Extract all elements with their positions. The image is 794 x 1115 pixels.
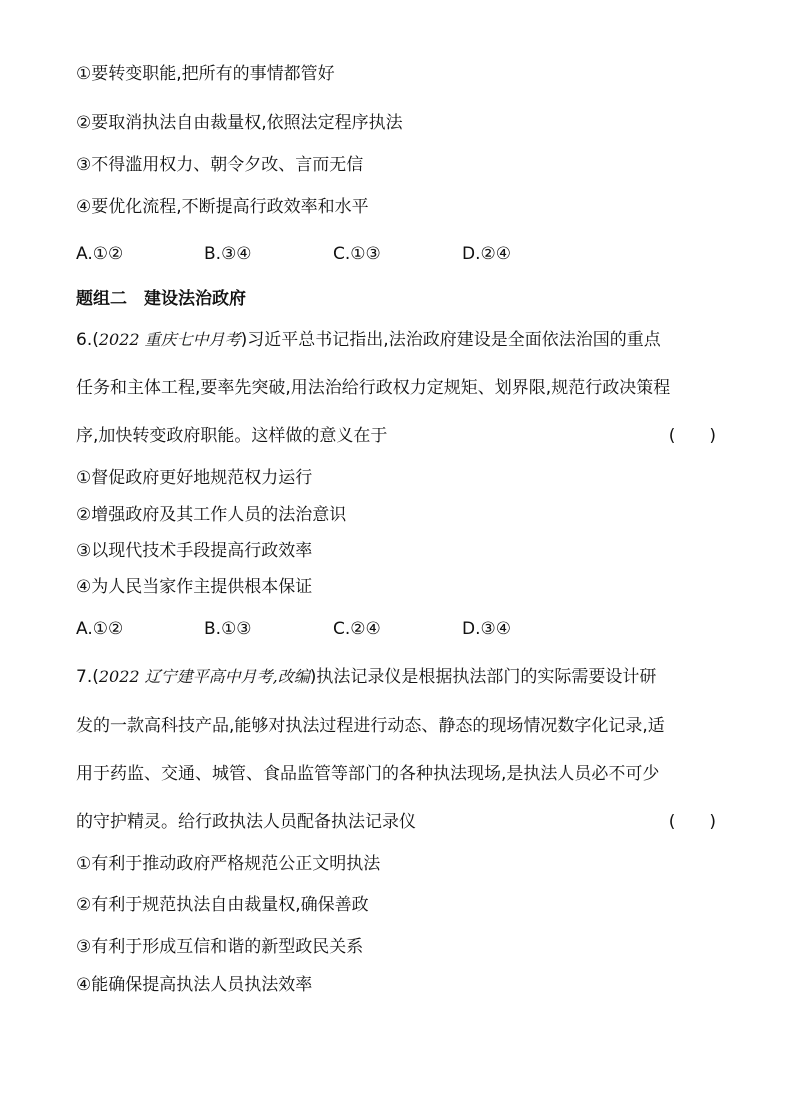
q7-stem-line-4	[76, 810, 716, 834]
q7-stem-line-1	[76, 665, 718, 689]
q5-option-b[interactable]: B.③④	[204, 244, 252, 264]
q7-stem-line-2: 发的一款高科技产品,能够对执法过程进行动态、静态的现场情况数字化记录,适	[76, 716, 665, 736]
q6-option-d[interactable]: D.③④	[462, 619, 511, 639]
q7-number: 7.(	[76, 667, 99, 687]
q7-stem-text-1: )执法记录仪是根据执法部门的实际需要设计研	[309, 667, 657, 687]
q5-option-a[interactable]: A.①②	[76, 244, 124, 264]
q6-stem-line-2: 任务和主体工程,要率先突破,用法治给行政权力定规矩、划界限,规范行政决策程	[76, 378, 671, 398]
q7-source: 2022 辽宁建平高中月考,改编	[98, 667, 310, 686]
q6-option-a[interactable]: A.①②	[76, 619, 124, 639]
q5-option-c[interactable]: C.①③	[333, 244, 381, 264]
q6-source: 2022 重庆七中月考	[98, 330, 241, 349]
q5-item-2: ②要取消执法自由裁量权,依照法定程序执法	[76, 113, 403, 133]
q6-item-2: ②增强政府及其工作人员的法治意识	[76, 505, 347, 525]
q5-item-4: ④要优化流程,不断提高行政效率和水平	[76, 197, 369, 217]
q7-stem-text-4: 的守护精灵。给行政执法人员配备执法记录仪	[76, 812, 416, 832]
section-heading: 题组二 建设法治政府	[76, 289, 246, 309]
q5-item-1: ①要转变职能,把所有的事情都管好	[76, 64, 335, 84]
q6-stem-text-3: 序,加快转变政府职能。这样做的意义在于	[76, 426, 388, 446]
q7-item-4: ④能确保提高执法人员执法效率	[76, 975, 313, 995]
q5-item-3: ③不得滥用权力、朝令夕改、言而无信	[76, 155, 364, 175]
q6-item-3: ③以现代技术手段提高行政效率	[76, 541, 313, 561]
q7-stem-line-3: 用于药监、交通、城管、食品监管等部门的各种执法现场,是执法人员必不可少	[76, 764, 660, 784]
q6-stem-line-3	[76, 424, 716, 448]
q5-options	[76, 242, 716, 266]
q7-item-2: ②有利于规范执法自由裁量权,确保善政	[76, 895, 369, 915]
q6-item-4: ④为人民当家作主提供根本保证	[76, 577, 313, 597]
q6-number: 6.(	[76, 330, 99, 350]
q6-stem-text-1: )习近平总书记指出,法治政府建设是全面依法治国的重点	[240, 330, 661, 350]
q6-stem-line-1	[76, 328, 718, 352]
q6-answer-bracket[interactable]: ( )	[668, 426, 716, 446]
q7-answer-bracket[interactable]: ( )	[668, 812, 716, 832]
q7-item-3: ③有利于形成互信和谐的新型政民关系	[76, 937, 364, 957]
q6-options	[76, 617, 716, 641]
q6-option-c[interactable]: C.②④	[333, 619, 381, 639]
q7-item-1: ①有利于推动政府严格规范公正文明执法	[76, 854, 381, 874]
q5-option-d[interactable]: D.②④	[462, 244, 511, 264]
q6-item-1: ①督促政府更好地规范权力运行	[76, 468, 313, 488]
q6-option-b[interactable]: B.①③	[204, 619, 252, 639]
